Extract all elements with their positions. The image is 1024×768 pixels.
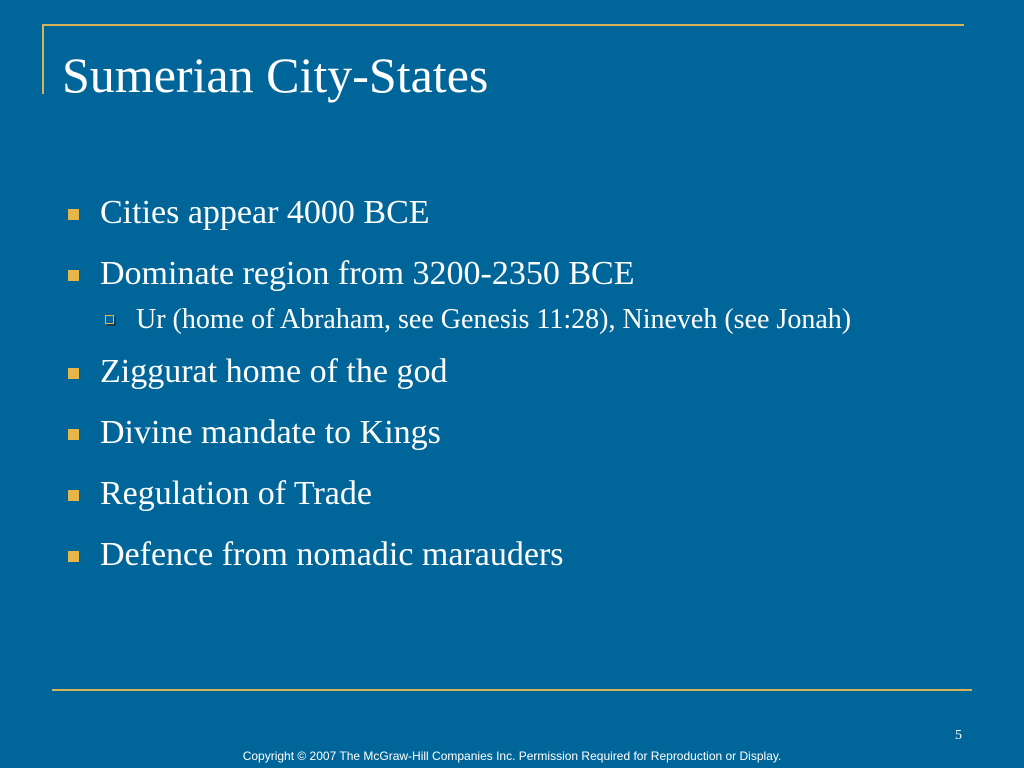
top-accent-rule: [42, 24, 964, 26]
slide-title: Sumerian City-States: [62, 47, 489, 103]
bullet-item: [64, 349, 944, 395]
filled-square-bullet-icon: [68, 551, 79, 562]
bullet-text: Regulation of Trade: [100, 475, 372, 512]
sub-bullet-item: [100, 301, 944, 339]
bullet-text: Divine mandate to Kings: [100, 414, 441, 451]
copyright-footer: Copyright © 2007 The McGraw-Hill Companies Inc. Permission Required for Reproduction or Display.: [242, 749, 782, 763]
left-accent-rule: [42, 24, 44, 94]
filled-square-bullet-icon: [68, 368, 79, 379]
bullet-item: [64, 471, 944, 517]
filled-square-bullet-icon: [68, 429, 79, 440]
hollow-square-bullet-icon: [105, 315, 114, 324]
bullet-text: Dominate region from 3200-2350 BCE: [100, 255, 635, 292]
bullet-item: [64, 251, 944, 339]
sub-bullet-list: [100, 301, 944, 339]
bullet-text: Defence from nomadic marauders: [100, 536, 564, 573]
filled-square-bullet-icon: [68, 209, 79, 220]
bullet-item: [64, 410, 944, 456]
bullet-item: [64, 190, 944, 236]
bottom-accent-rule: [52, 689, 972, 691]
filled-square-bullet-icon: [68, 270, 79, 281]
slide-number: 5: [955, 728, 962, 743]
bullet-text: Cities appear 4000 BCE: [100, 194, 430, 231]
filled-square-bullet-icon: [68, 490, 79, 501]
bullet-item: [64, 532, 944, 578]
sub-bullet-text: Ur (home of Abraham, see Genesis 11:28), Nineveh (see Jonah): [136, 304, 852, 335]
bullet-list: [64, 190, 944, 593]
bullet-text: Ziggurat home of the god: [100, 353, 448, 390]
